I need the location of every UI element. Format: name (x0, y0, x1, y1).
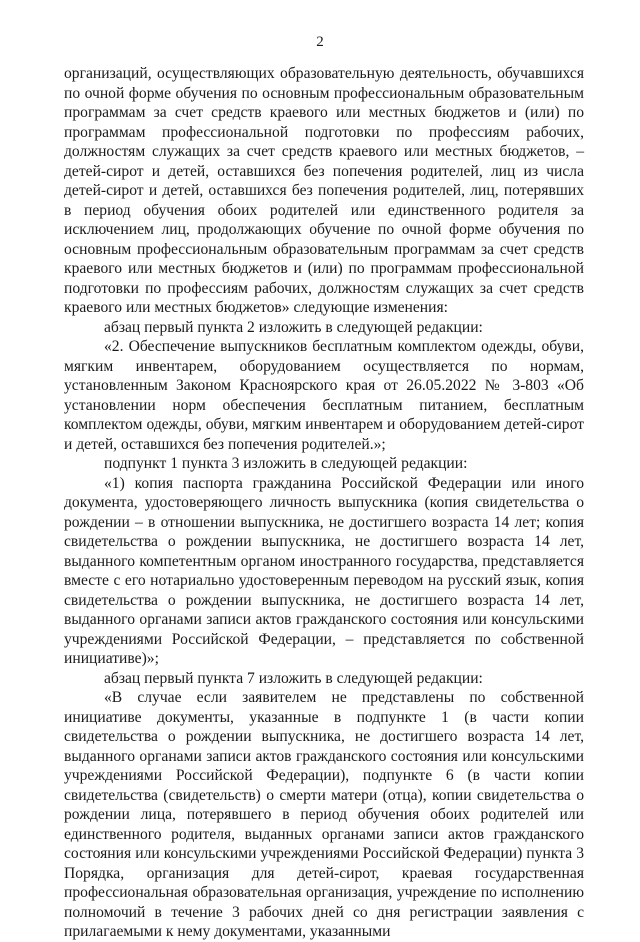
paragraph: «В случае если заявителем не представлены по собственной инициативе документы, указанные в подпункте 1 (в части копии свидетельства о рождении выпускника, не достигшего возраста 14 лет, выданного органами записи актов гражданского состояния или консульскими учреждениями Российской Федерации), подпункте 6 (в части копии свидетельства (свидетельств) о смерти матери (отца), копии свидетельства о рождении лица, потерявшего в период обучения обоих родителей или единственного родителя, выданных органами записи актов гражданского состояния или консульскими учреждениями Российской Федерации) пункта 3 Порядка, организация для детей-сирот, краевая государственная профессиональная образовательная организация, учреждение по исполнению полномочий в течение 3 рабочих дней со дня регистрации заявления с прилагаемыми к нему документами, указанными (64, 689, 584, 940)
paragraph: «2. Обеспечение выпускников бесплатным комплектом одежды, обуви, мягким инвентарем, оборудованием осуществляется по нормам, установленным Законом Красноярского края от 26.05.2022 № 3-803 «Об установлении норм обеспечения бесплатным питанием, бесплатным комплектом одежды, обуви, мягким инвентарем и оборудованием детей-сирот и детей, оставшихся без попечения родителей.»; (64, 338, 584, 453)
paragraph: абзац первый пункта 2 изложить в следующей редакции: (104, 318, 483, 336)
page-number: 2 (316, 34, 324, 50)
paragraph: «1) копия паспорта гражданина Российской Федерации или иного документа, удостоверяющего личность выпускника (копия свидетельства о рождении – в отношении выпускника, не достигшего возраста 14 лет; копия свидетельства о рождении выпускника, не достигшего возраста 14 лет, выданного компетентным органом иностранного государства, представляется вместе с его нотариально удостоверенным переводом на русский язык, копия свидетельства о рождении выпускника, не достигшего возраста 14 лет, выданного органами записи актов гражданского состояния или консульскими учреждениями Российской Федерации, – представляется по собственной инициативе)»; (64, 474, 584, 667)
document-body (64, 64, 584, 942)
paragraph: абзац первый пункта 7 изложить в следующей редакции: (104, 669, 483, 687)
paragraph: организаций, осуществляющих образовательную деятельность, обучавшихся по очной форме обучения по основным профессиональным образовательным программам за счет средств краевого или местных бюджетов и (или) по программам профессиональной подготовки по профессиям рабочих, должностям служащих за счет средств краевого или местных бюджетов, – детей-сирот и детей, оставшихся без попечения родителей, лиц из числа детей-сирот и детей, оставшихся без попечения родителей, лиц, потерявших в период обучения обоих родителей или единственного родителя за исключением лиц, продолжающих обучение по очной форме обучения по основным профессиональным образовательным программам за счет средств краевого или местных бюджетов и (или) по программам профессиональной подготовки по профессиям рабочих, должностям служащих за счет средств краевого или местных бюджетов» следующие изменения: (64, 65, 584, 316)
paragraph: подпункт 1 пункта 3 изложить в следующей редакции: (104, 455, 468, 472)
